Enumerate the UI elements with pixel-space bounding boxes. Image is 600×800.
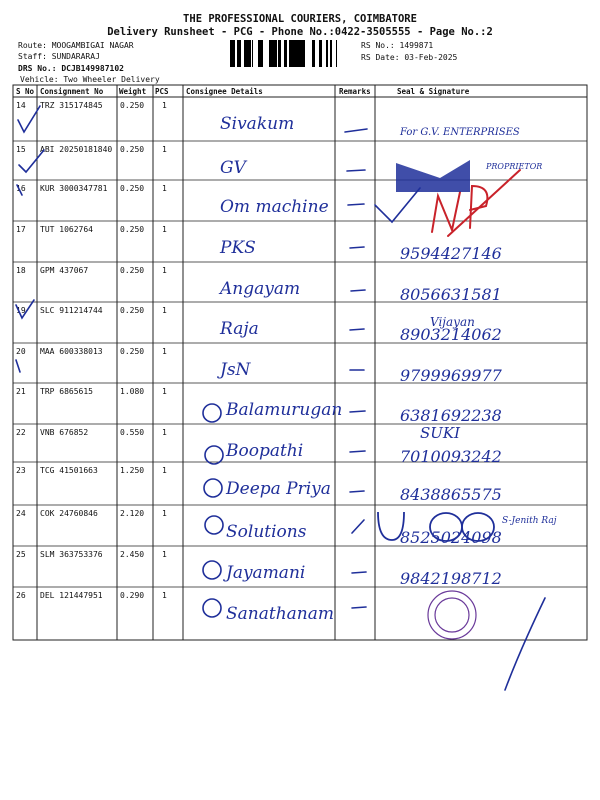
cell-pcs: 1 bbox=[162, 101, 167, 110]
col-header-consignee: Consignee Details bbox=[186, 87, 263, 96]
barcode-bar bbox=[244, 40, 246, 67]
cell-pcs: 1 bbox=[162, 306, 167, 315]
handwritten-consignee: Deepa Priya bbox=[226, 479, 331, 499]
cell-cons: TRZ 315174845 bbox=[40, 101, 103, 110]
cell-pcs: 1 bbox=[162, 347, 167, 356]
barcode-bar bbox=[261, 40, 263, 67]
cell-cons: KUR 3000347781 bbox=[40, 184, 108, 193]
barcode bbox=[230, 40, 348, 67]
rs-date: RS Date: 03-Feb-2025 bbox=[361, 53, 458, 62]
seal-stamp bbox=[396, 160, 470, 192]
cell-pcs: 1 bbox=[162, 145, 167, 154]
barcode-bar bbox=[326, 40, 328, 67]
cell-pcs: 1 bbox=[162, 509, 167, 518]
barcode-bar bbox=[301, 40, 303, 67]
remark-dash bbox=[350, 491, 364, 492]
cell-sno: 17 bbox=[16, 225, 26, 234]
cell-weight: 0.250 bbox=[120, 101, 145, 110]
col-header-remarks: Remarks bbox=[339, 87, 371, 96]
cell-weight: 1.250 bbox=[120, 466, 145, 475]
cell-sno: 15 bbox=[16, 145, 26, 154]
barcode-bar bbox=[260, 40, 261, 67]
barcode-bar bbox=[234, 40, 235, 67]
barcode-bar bbox=[240, 40, 241, 67]
cell-pcs: 1 bbox=[162, 225, 167, 234]
pen-stroke bbox=[378, 512, 404, 540]
handwritten-signature: PROPRIETOR bbox=[486, 162, 543, 171]
cell-sno: 19 bbox=[16, 306, 26, 315]
col-header-sno: S No bbox=[16, 87, 35, 96]
handwritten-phone: 8056631581 bbox=[400, 285, 502, 304]
handwritten-phone: 6381692238 bbox=[400, 406, 502, 425]
cell-pcs: 1 bbox=[162, 550, 167, 559]
cell-sno: 24 bbox=[16, 509, 26, 518]
cell-weight: 0.250 bbox=[120, 347, 145, 356]
remark-dash bbox=[347, 170, 365, 171]
red-signature-mark bbox=[432, 192, 460, 232]
barcode-bar bbox=[278, 40, 281, 67]
handwritten-consignee: Balamurugan bbox=[226, 400, 343, 420]
handwritten-consignee: Angayam bbox=[220, 279, 301, 299]
handwritten-signature: Vijayan bbox=[430, 315, 475, 329]
barcode-bar bbox=[336, 40, 337, 67]
barcode-bar bbox=[232, 40, 234, 67]
drs-number: DRS No.: DCJB149987102 bbox=[18, 64, 124, 73]
handwritten-consignee: GV bbox=[220, 158, 246, 178]
remark-dash bbox=[350, 247, 364, 248]
runsheet-subtitle: Delivery Runsheet - PCG - Phone No.:0422-3505555 - Page No.:2 bbox=[107, 26, 493, 38]
barcode-bar bbox=[298, 40, 301, 67]
cell-weight: 1.080 bbox=[120, 387, 145, 396]
handwritten-consignee: PKS bbox=[220, 238, 256, 258]
cell-weight: 0.250 bbox=[120, 145, 145, 154]
cell-sno: 21 bbox=[16, 387, 26, 396]
handwritten-signature: S-Jenith Raj bbox=[502, 516, 557, 526]
cell-cons: TCG 41501663 bbox=[40, 466, 98, 475]
barcode-bar bbox=[294, 40, 297, 67]
cell-cons: DEL 121447951 bbox=[40, 591, 103, 600]
cell-cons: TUT 1062764 bbox=[40, 225, 93, 234]
remark-dash bbox=[345, 129, 367, 132]
cell-pcs: 1 bbox=[162, 266, 167, 275]
tick-mark bbox=[16, 360, 20, 372]
remark-dash bbox=[352, 572, 366, 573]
cell-weight: 0.250 bbox=[120, 184, 145, 193]
route-label: Route: MOOGAMBIGAI NAGAR bbox=[18, 41, 134, 50]
barcode-bar bbox=[319, 40, 322, 67]
barcode-bar bbox=[271, 40, 274, 67]
company-name: THE PROFESSIONAL COURIERS, COIMBATORE bbox=[183, 13, 417, 25]
col-header-consignment: Consignment No bbox=[40, 87, 104, 96]
barcode-bar bbox=[258, 40, 260, 67]
round-seal bbox=[428, 591, 476, 639]
barcode-bar bbox=[289, 40, 291, 67]
cell-cons: GPM 437067 bbox=[40, 266, 89, 275]
handwritten-phone: 8438865575 bbox=[400, 485, 502, 504]
barcode-bar bbox=[303, 40, 305, 67]
col-header-weight: Weight bbox=[119, 87, 147, 96]
circle-mark bbox=[203, 599, 221, 617]
cell-sno: 18 bbox=[16, 266, 26, 275]
remark-dash bbox=[348, 204, 364, 205]
handwritten-phone: 9799969977 bbox=[400, 366, 502, 385]
barcode-bar bbox=[297, 40, 298, 67]
cell-weight: 0.250 bbox=[120, 225, 145, 234]
barcode-bar bbox=[230, 40, 232, 67]
handwritten-phone: 8525024098 bbox=[400, 528, 502, 547]
remark-dash bbox=[352, 607, 366, 608]
handwritten-phone: 9842198712 bbox=[400, 569, 502, 588]
handwritten-consignee: Boopathi bbox=[226, 441, 304, 461]
tick-mark bbox=[375, 188, 420, 222]
handwritten-consignee: JsN bbox=[220, 360, 251, 380]
rs-number: RS No.: 1499871 bbox=[361, 41, 434, 50]
vehicle-label: Vehicle: Two Wheeler Delivery bbox=[20, 75, 160, 84]
circle-mark bbox=[204, 479, 222, 497]
red-signature-mark bbox=[470, 186, 487, 228]
handwritten-consignee: Jayamani bbox=[226, 563, 306, 583]
cell-weight: 0.250 bbox=[120, 266, 145, 275]
cell-cons: COK 24760846 bbox=[40, 509, 98, 518]
barcode-bar bbox=[284, 40, 287, 67]
circle-mark bbox=[203, 404, 221, 422]
cell-weight: 2.120 bbox=[120, 509, 145, 518]
cell-cons: SLC 911214744 bbox=[40, 306, 103, 315]
barcode-bar bbox=[246, 40, 249, 67]
cell-cons: ABI 20250181840 bbox=[40, 145, 113, 154]
cell-cons: MAA 600338013 bbox=[40, 347, 103, 356]
cell-weight: 0.250 bbox=[120, 306, 145, 315]
cell-sno: 22 bbox=[16, 428, 26, 437]
pen-stroke bbox=[430, 513, 462, 541]
cell-cons: TRP 6865615 bbox=[40, 387, 93, 396]
handwritten-consignee: Sivakum bbox=[220, 114, 295, 134]
staff-label: Staff: SUNDARARAJ bbox=[18, 52, 100, 61]
barcode-bar bbox=[274, 40, 277, 67]
cell-sno: 23 bbox=[16, 466, 26, 475]
handwritten-phone: 8903214062 bbox=[400, 325, 502, 344]
circle-mark bbox=[205, 446, 223, 464]
barcode-bar bbox=[269, 40, 271, 67]
circle-mark bbox=[203, 561, 221, 579]
cell-cons: SLM 363753376 bbox=[40, 550, 103, 559]
handwritten-signature: For G.V. ENTERPRISES bbox=[400, 127, 520, 138]
handwritten-phone: 9594427146 bbox=[400, 244, 502, 263]
barcode-bar bbox=[252, 40, 253, 67]
pen-stroke bbox=[505, 598, 545, 690]
cell-pcs: 1 bbox=[162, 387, 167, 396]
barcode-bar bbox=[291, 40, 294, 67]
col-header-pcs: PCS bbox=[155, 87, 169, 96]
handwritten-consignee: Solutions bbox=[226, 522, 307, 542]
cell-sno: 26 bbox=[16, 591, 26, 600]
handwritten-phone: 7010093242 bbox=[400, 447, 502, 466]
circle-mark bbox=[205, 516, 223, 534]
cell-sno: 20 bbox=[16, 347, 26, 356]
handwritten-consignee: Sanathanam bbox=[226, 604, 334, 624]
cell-pcs: 1 bbox=[162, 428, 167, 437]
cell-cons: VNB 676852 bbox=[40, 428, 89, 437]
col-header-seal-signature: Seal & Signature bbox=[397, 87, 470, 96]
barcode-bar bbox=[331, 40, 332, 67]
cell-sno: 16 bbox=[16, 184, 26, 193]
handwritten-consignee: Raja bbox=[220, 319, 259, 339]
cell-sno: 14 bbox=[16, 101, 26, 110]
barcode-bar bbox=[237, 40, 240, 67]
cell-weight: 0.290 bbox=[120, 591, 145, 600]
cell-weight: 2.450 bbox=[120, 550, 145, 559]
cell-pcs: 1 bbox=[162, 184, 167, 193]
handwritten-consignee: Om machine bbox=[220, 197, 329, 217]
red-signature-mark bbox=[448, 170, 520, 236]
handwritten-signature: SUKI bbox=[420, 424, 461, 442]
remark-dash bbox=[352, 520, 364, 533]
cell-pcs: 1 bbox=[162, 466, 167, 475]
remark-dash bbox=[351, 290, 365, 291]
cell-sno: 25 bbox=[16, 550, 26, 559]
cell-pcs: 1 bbox=[162, 591, 167, 600]
barcode-bar bbox=[330, 40, 331, 67]
barcode-bar bbox=[312, 40, 315, 67]
remark-dash bbox=[350, 411, 365, 412]
remark-dash bbox=[350, 451, 365, 452]
remark-dash bbox=[350, 329, 364, 330]
cell-weight: 0.550 bbox=[120, 428, 145, 437]
barcode-bar bbox=[249, 40, 251, 67]
